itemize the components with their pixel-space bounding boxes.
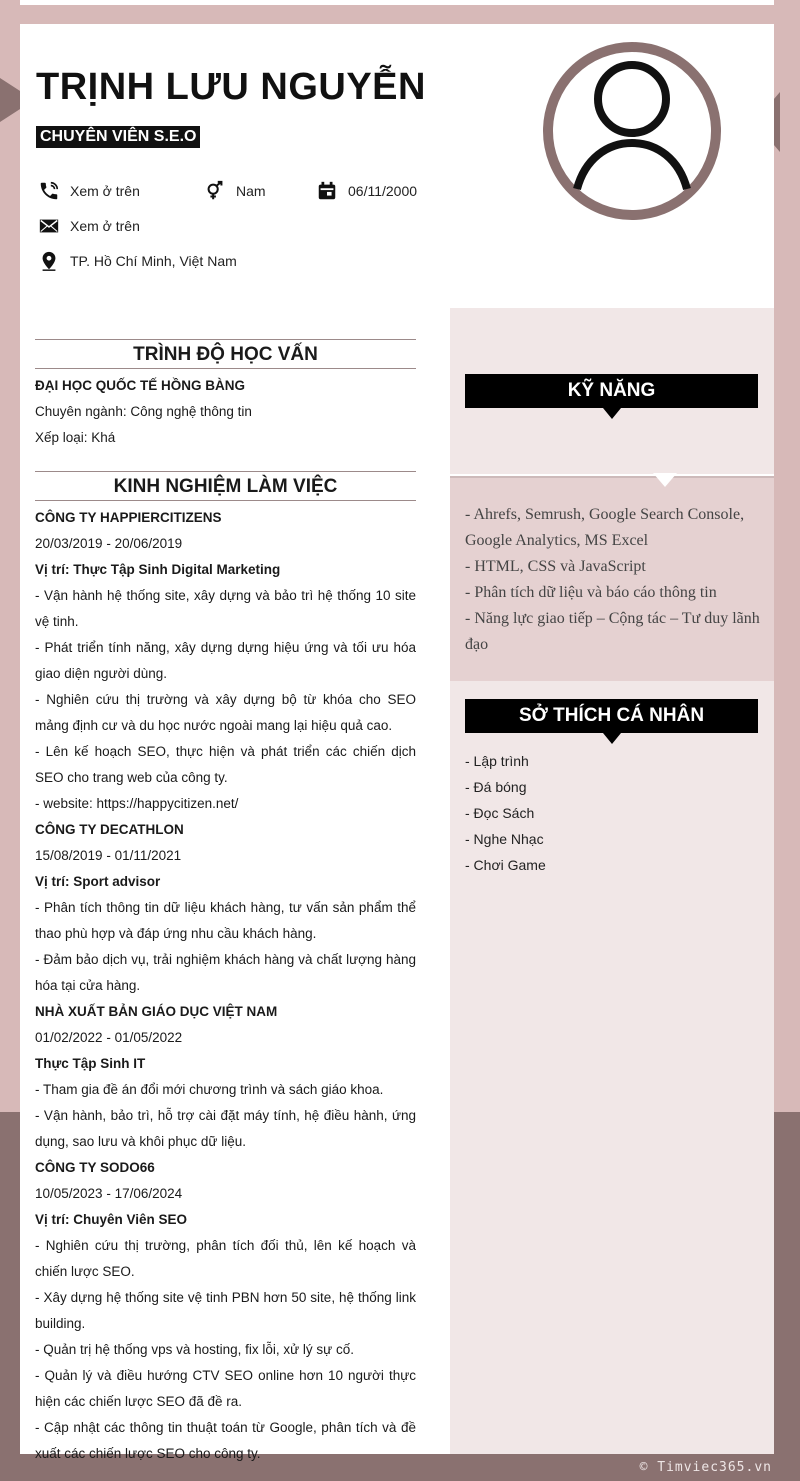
skill-item: - Phân tích dữ liệu và báo cáo thông tin — [465, 584, 717, 601]
skills-list — [465, 502, 763, 658]
job-detail: - Vận hành, bảo trì, hỗ trợ cài đặt máy tính, hệ điều hành, ứng dụng, sao lưu và khôi phục dữ liệu. — [35, 1108, 416, 1149]
job-company: CÔNG TY SODO66 — [35, 1160, 155, 1175]
address-value: TP. Hồ Chí Minh, Việt Nam — [70, 253, 237, 269]
candidate-name: TRỊNH LƯU NGUYỄN — [36, 66, 426, 108]
job-entry — [35, 505, 416, 817]
job-entry — [35, 999, 416, 1155]
job-period: 01/02/2022 - 01/05/2022 — [35, 1030, 183, 1045]
education-heading: TRÌNH ĐỘ HỌC VẤN — [35, 339, 416, 369]
job-detail: - Quản lý và điều hướng CTV SEO online hơn 10 người thực hiện các chiến lược SEO đã đề ra. — [35, 1368, 416, 1409]
job-detail: - Vận hành hệ thống site, xây dựng và bảo trì hệ thống 10 site vệ tinh. — [35, 588, 416, 629]
education-grade: Xếp loại: Khá — [35, 430, 116, 445]
contact-address — [38, 250, 237, 272]
job-position: Thực Tập Sinh IT — [35, 1056, 146, 1071]
skill-item: - Ahrefs, Semrush, Google Search Console, Google Analytics, MS Excel — [465, 506, 745, 549]
email-value: Xem ở trên — [70, 218, 140, 234]
skill-item: - HTML, CSS và JavaScript — [465, 558, 646, 575]
job-detail: - Tham gia đề án đổi mới chương trình và sách giáo khoa. — [35, 1082, 384, 1097]
education-section — [35, 373, 416, 451]
job-position: Vị trí: Thực Tập Sinh Digital Marketing — [35, 562, 281, 577]
job-detail: - Phân tích thông tin dữ liệu khách hàng, tư vấn sản phẩm thể thao phù hợp và đáp ứng nhu cầu khách hàng. — [35, 900, 416, 941]
contact-gender — [204, 180, 266, 202]
job-period: 10/05/2023 - 17/06/2024 — [35, 1186, 183, 1201]
job-detail: - Xây dựng hệ thống site vệ tinh PBN hơn 50 site, hệ thống link building. — [35, 1290, 416, 1331]
email-icon — [38, 215, 60, 237]
job-detail: - Đảm bảo dịch vụ, trải nghiệm khách hàng và chất lượng hàng hóa tại cửa hàng. — [35, 952, 416, 993]
panel-notch — [653, 473, 677, 487]
experience-heading: KINH NGHIỆM LÀM VIỆC — [35, 471, 416, 501]
top-strip — [20, 0, 774, 5]
skills-heading-arrow — [603, 408, 621, 419]
hobby-item: - Đá bóng — [465, 779, 527, 795]
hobbies-heading: SỞ THÍCH CÁ NHÂN — [465, 699, 758, 733]
contact-phone — [38, 180, 140, 202]
job-detail: - Lên kế hoạch SEO, thực hiện và phát triển các chiến dịch SEO cho trang web của công ty. — [35, 744, 416, 785]
job-detail-website: - website: https://happycitizen.net/ — [35, 796, 239, 811]
watermark: © Timviec365.vn — [639, 1460, 772, 1475]
location-pin-icon — [38, 250, 60, 272]
contact-birthday — [316, 180, 417, 202]
job-company: CÔNG TY HAPPIERCITIZENS — [35, 510, 222, 525]
skills-heading: KỸ NĂNG — [465, 374, 758, 408]
phone-icon — [38, 180, 60, 202]
job-company: NHÀ XUẤT BẢN GIÁO DỤC VIỆT NAM — [35, 1004, 278, 1019]
education-major: Chuyên ngành: Công nghệ thông tin — [35, 404, 252, 419]
hobby-item: - Lập trình — [465, 753, 529, 769]
job-detail: - Nghiên cứu thị trường, phân tích đối thủ, lên kế hoạch và chiến lược SEO. — [35, 1238, 416, 1279]
school-name: ĐẠI HỌC QUỐC TẾ HỒNG BÀNG — [35, 378, 246, 393]
hobbies-heading-arrow — [603, 733, 621, 744]
job-period: 20/03/2019 - 20/06/2019 — [35, 536, 183, 551]
job-detail: - Quản trị hệ thống vps và hosting, fix lỗi, xử lý sự cố. — [35, 1342, 354, 1357]
job-position: Vị trí: Sport advisor — [35, 874, 161, 889]
calendar-icon — [316, 180, 338, 202]
hobby-item: - Chơi Game — [465, 857, 546, 873]
hobby-item: - Nghe Nhạc — [465, 831, 544, 847]
birthday-value: 06/11/2000 — [348, 183, 418, 199]
job-entry — [35, 1155, 416, 1467]
gender-icon — [204, 180, 226, 202]
user-avatar-icon — [542, 41, 722, 221]
job-detail: - Cập nhật các thông tin thuật toán từ Google, phân tích và đề xuất các chiến lược SEO cho công ty. — [35, 1420, 416, 1461]
job-title-badge: CHUYÊN VIÊN S.E.O — [36, 126, 200, 148]
phone-value: Xem ở trên — [70, 183, 140, 199]
job-detail: - Phát triển tính năng, xây dựng dựng hiệu ứng và tối ưu hóa giao diện người dùng. — [35, 640, 416, 681]
hobbies-list — [465, 748, 546, 878]
job-period: 15/08/2019 - 01/11/2021 — [35, 848, 182, 863]
experience-section — [35, 505, 416, 1467]
job-detail: - Nghiên cứu thị trường và xây dựng bộ từ khóa cho SEO mảng định cư và du học nước ngoài mang lại hiệu quả cao. — [35, 692, 416, 733]
job-company: CÔNG TY DECATHLON — [35, 822, 184, 837]
contact-email — [38, 215, 140, 237]
job-entry — [35, 817, 416, 999]
job-position: Vị trí: Chuyên Viên SEO — [35, 1212, 188, 1227]
gender-value: Nam — [236, 183, 266, 199]
hobby-item: - Đọc Sách — [465, 805, 535, 821]
skill-item: - Năng lực giao tiếp – Cộng tác – Tư duy lãnh đạo — [465, 610, 760, 653]
